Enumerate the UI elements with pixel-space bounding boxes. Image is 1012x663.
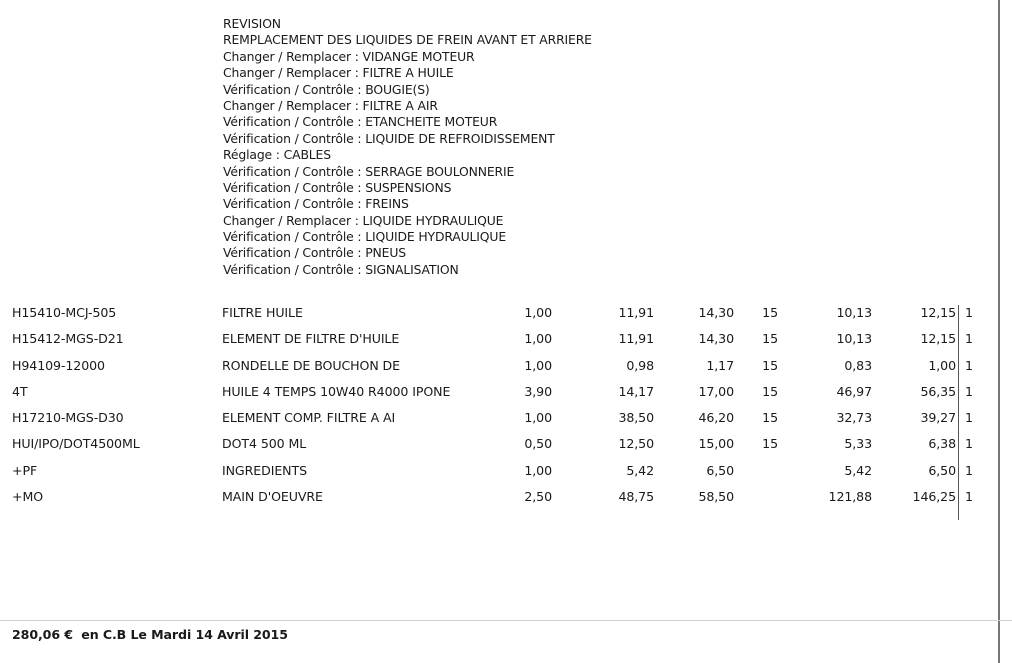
- total-ttc: 146,25: [912, 489, 956, 505]
- vat-rate: 15: [762, 383, 778, 399]
- row-flag: 1: [965, 357, 973, 373]
- total-ttc: 6,50: [928, 462, 956, 478]
- task-line: Changer / Remplacer : FILTRE A AIR: [223, 97, 438, 113]
- part-designation: ELEMENT DE FILTRE D'HUILE: [222, 331, 400, 347]
- unit-price-ht: 11,91: [618, 305, 654, 320]
- task-list: [223, 16, 592, 278]
- vat-rate: 15: [762, 305, 778, 320]
- part-reference: H94109-12000: [12, 357, 105, 373]
- unit-price-ttc: 14,30: [698, 305, 734, 320]
- task-line: Vérification / Contrôle : LIQUIDE DE REFROIDISSEMENT: [223, 130, 555, 146]
- row-flag: 1: [965, 462, 973, 478]
- part-quantity: 1,00: [524, 357, 552, 373]
- task-line: Vérification / Contrôle : FREINS: [223, 196, 409, 212]
- unit-price-ht: 38,50: [618, 410, 654, 426]
- total-ht: 10,13: [836, 331, 872, 347]
- task-line: Vérification / Contrôle : BOUGIE(S): [223, 81, 430, 97]
- page-edge-line: [998, 0, 1000, 663]
- task-line: Vérification / Contrôle : SERRAGE BOULONNERIE: [223, 163, 515, 179]
- part-reference: +PF: [12, 462, 38, 478]
- parts-table: [0, 305, 1000, 515]
- unit-price-ttc: 14,30: [698, 331, 734, 347]
- part-designation: ELEMENT COMP. FILTRE A AI: [222, 410, 396, 426]
- payment-footer: [12, 627, 292, 642]
- task-line: Vérification / Contrôle : LIQUIDE HYDRAULIQUE: [223, 229, 507, 245]
- part-reference: +MO: [12, 489, 44, 505]
- row-flag: 1: [965, 489, 973, 505]
- payment-amount: 280,06 €: [12, 627, 73, 642]
- vat-rate: 15: [762, 436, 778, 452]
- table-row: [0, 410, 1000, 436]
- total-ttc: 12,15: [920, 331, 956, 347]
- unit-price-ht: 48,75: [618, 489, 654, 505]
- unit-price-ttc: 6,50: [706, 462, 734, 478]
- total-ht: 5,42: [844, 462, 872, 478]
- part-quantity: 3,90: [524, 383, 552, 399]
- unit-price-ht: 5,42: [626, 462, 654, 478]
- payment-details: en C.B Le Mardi 14 Avril 2015: [81, 627, 288, 642]
- task-line: Réglage : CABLES: [223, 147, 331, 163]
- row-flag: 1: [965, 383, 973, 399]
- table-row: [0, 489, 1000, 515]
- unit-price-ht: 14,17: [618, 383, 654, 399]
- unit-price-ttc: 1,17: [706, 357, 734, 373]
- row-flag: 1: [965, 305, 973, 320]
- task-line: REVISION: [223, 16, 281, 31]
- table-row: [0, 463, 1000, 489]
- task-line: Changer / Remplacer : LIQUIDE HYDRAULIQUE: [223, 212, 504, 228]
- total-ht: 0,83: [844, 357, 872, 373]
- task-line: Vérification / Contrôle : ETANCHEITE MOTEUR: [223, 114, 498, 130]
- unit-price-ht: 0,98: [626, 357, 654, 373]
- part-designation: FILTRE HUILE: [222, 305, 303, 320]
- part-designation: MAIN D'OEUVRE: [222, 489, 323, 505]
- table-row: [0, 384, 1000, 410]
- row-flag: 1: [965, 331, 973, 347]
- total-ht: 10,13: [836, 305, 872, 320]
- row-flag: 1: [965, 410, 973, 426]
- part-reference: H15412-MGS-D21: [12, 331, 124, 347]
- part-quantity: 2,50: [524, 489, 552, 505]
- task-line: Vérification / Contrôle : SUSPENSIONS: [223, 179, 452, 195]
- column-divider: [958, 305, 959, 520]
- part-reference: HUI/IPO/DOT4500ML: [12, 436, 140, 452]
- part-reference: H17210-MGS-D30: [12, 410, 124, 426]
- unit-price-ttc: 46,20: [698, 410, 734, 426]
- vat-rate: 15: [762, 331, 778, 347]
- task-line: REMPLACEMENT DES LIQUIDES DE FREIN AVANT ET ARRIERE: [223, 32, 592, 48]
- table-row: [0, 331, 1000, 357]
- unit-price-ht: 12,50: [618, 436, 654, 452]
- task-line: Vérification / Contrôle : PNEUS: [223, 245, 406, 261]
- part-designation: INGREDIENTS: [222, 462, 307, 478]
- total-ttc: 1,00: [928, 357, 956, 373]
- part-quantity: 1,00: [524, 462, 552, 478]
- unit-price-ht: 11,91: [618, 331, 654, 347]
- total-ht: 5,33: [844, 436, 872, 452]
- vat-rate: 15: [762, 357, 778, 373]
- row-flag: 1: [965, 436, 973, 452]
- task-line: Changer / Remplacer : VIDANGE MOTEUR: [223, 48, 475, 64]
- total-ttc: 12,15: [920, 305, 956, 320]
- task-line: Vérification / Contrôle : SIGNALISATION: [223, 261, 459, 277]
- unit-price-ttc: 17,00: [698, 383, 734, 399]
- unit-price-ttc: 58,50: [698, 489, 734, 505]
- total-ht: 121,88: [828, 489, 872, 505]
- total-ttc: 39,27: [920, 410, 956, 426]
- vat-rate: 15: [762, 410, 778, 426]
- total-ht: 32,73: [836, 410, 872, 426]
- table-row: [0, 358, 1000, 384]
- table-row: [0, 305, 1000, 331]
- total-ttc: 56,35: [920, 383, 956, 399]
- table-row: [0, 436, 1000, 462]
- total-ttc: 6,38: [928, 436, 956, 452]
- task-line: Changer / Remplacer : FILTRE A HUILE: [223, 65, 454, 81]
- total-ht: 46,97: [836, 383, 872, 399]
- unit-price-ttc: 15,00: [698, 436, 734, 452]
- part-reference: 4T: [12, 383, 28, 399]
- part-quantity: 1,00: [524, 410, 552, 426]
- part-designation: RONDELLE DE BOUCHON DE: [222, 357, 400, 373]
- part-reference: H15410-MCJ-505: [12, 305, 117, 320]
- part-quantity: 1,00: [524, 331, 552, 347]
- part-quantity: 1,00: [524, 305, 552, 320]
- scan-divider: [0, 620, 1012, 621]
- part-designation: DOT4 500 ML: [222, 436, 307, 452]
- part-quantity: 0,50: [524, 436, 552, 452]
- part-designation: HUILE 4 TEMPS 10W40 R4000 IPONE: [222, 383, 451, 399]
